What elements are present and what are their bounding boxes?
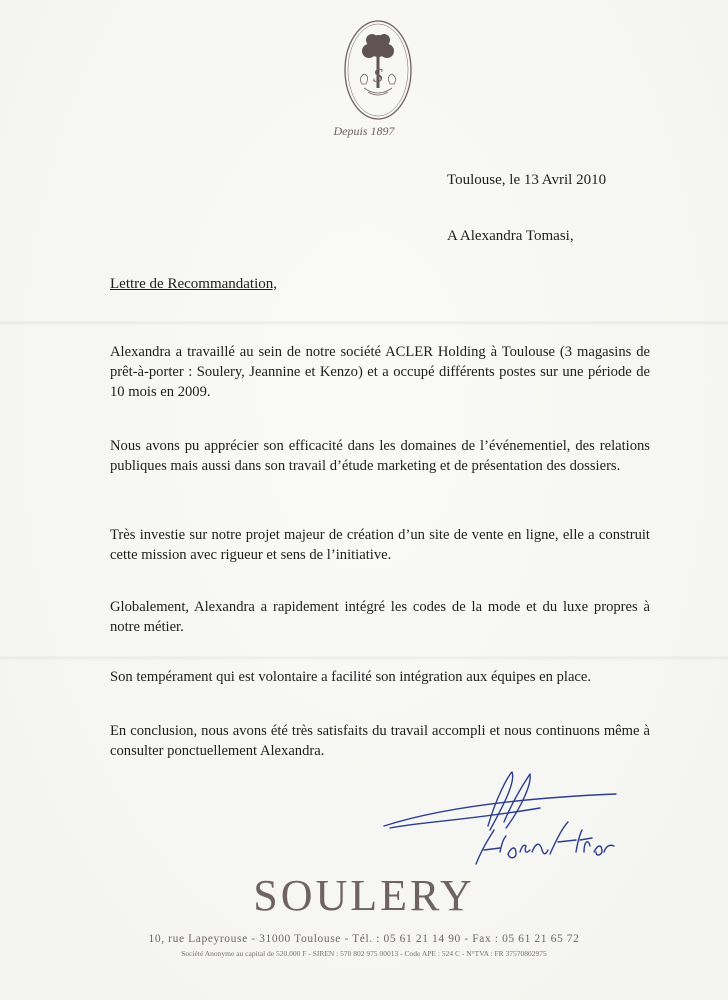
body-paragraph: Alexandra a travaillé au sein de notre société ACLER Holding à Toulouse (3 magasins de prêt-à-porter : Soulery, Jeannine et Kenzo) et a occupé différents postes sur une période de 10 mois en 2009. <box>110 344 650 400</box>
handwritten-signature <box>380 768 620 868</box>
body-paragraph: Nous avons pu apprécier son efficacité dans les domaines de l’événementiel, des relations publiques mais aussi dans son travail d’étude marketing et de présentation des dossiers. <box>110 438 650 474</box>
crest-letter: S <box>373 65 383 87</box>
company-address: 10, rue Lapeyrouse - 31000 Toulouse - Tél. : 05 61 21 14 90 - Fax : 05 61 21 65 72 <box>148 933 580 945</box>
recipient-line: A Alexandra Tomasi, <box>447 228 574 244</box>
crest-logo-icon <box>342 18 414 122</box>
company-brand: SOULERY <box>253 871 475 920</box>
body-paragraph: Globalement, Alexandra a rapidement intégré les codes de la mode et du luxe propres à notre métier. <box>110 599 650 635</box>
letterhead-motto: Depuis 1897 <box>333 124 395 138</box>
body-paragraph: En conclusion, nous avons été très satisfaits du travail accompli et nous continuons même à consulter ponctuellement Alexandra. <box>110 723 650 759</box>
body-paragraph: Son tempérament qui est volontaire a facilité son intégration aux équipes en place. <box>110 669 592 685</box>
body-paragraph: Très investie sur notre projet majeur de création d’un site de vente en ligne, elle a construit cette mission avec rigueur et sens de l’initiative. <box>110 527 650 563</box>
company-legal-info: Société Anonyme au capital de 520.000 F - SIREN : 570 802 975 00013 - Code APE : 524 C - N°TVA : FR 37570802975 <box>181 949 547 958</box>
date-line: Toulouse, le 13 Avril 2010 <box>447 172 607 188</box>
letter-subject: Lettre de Recommandation, <box>110 276 278 292</box>
